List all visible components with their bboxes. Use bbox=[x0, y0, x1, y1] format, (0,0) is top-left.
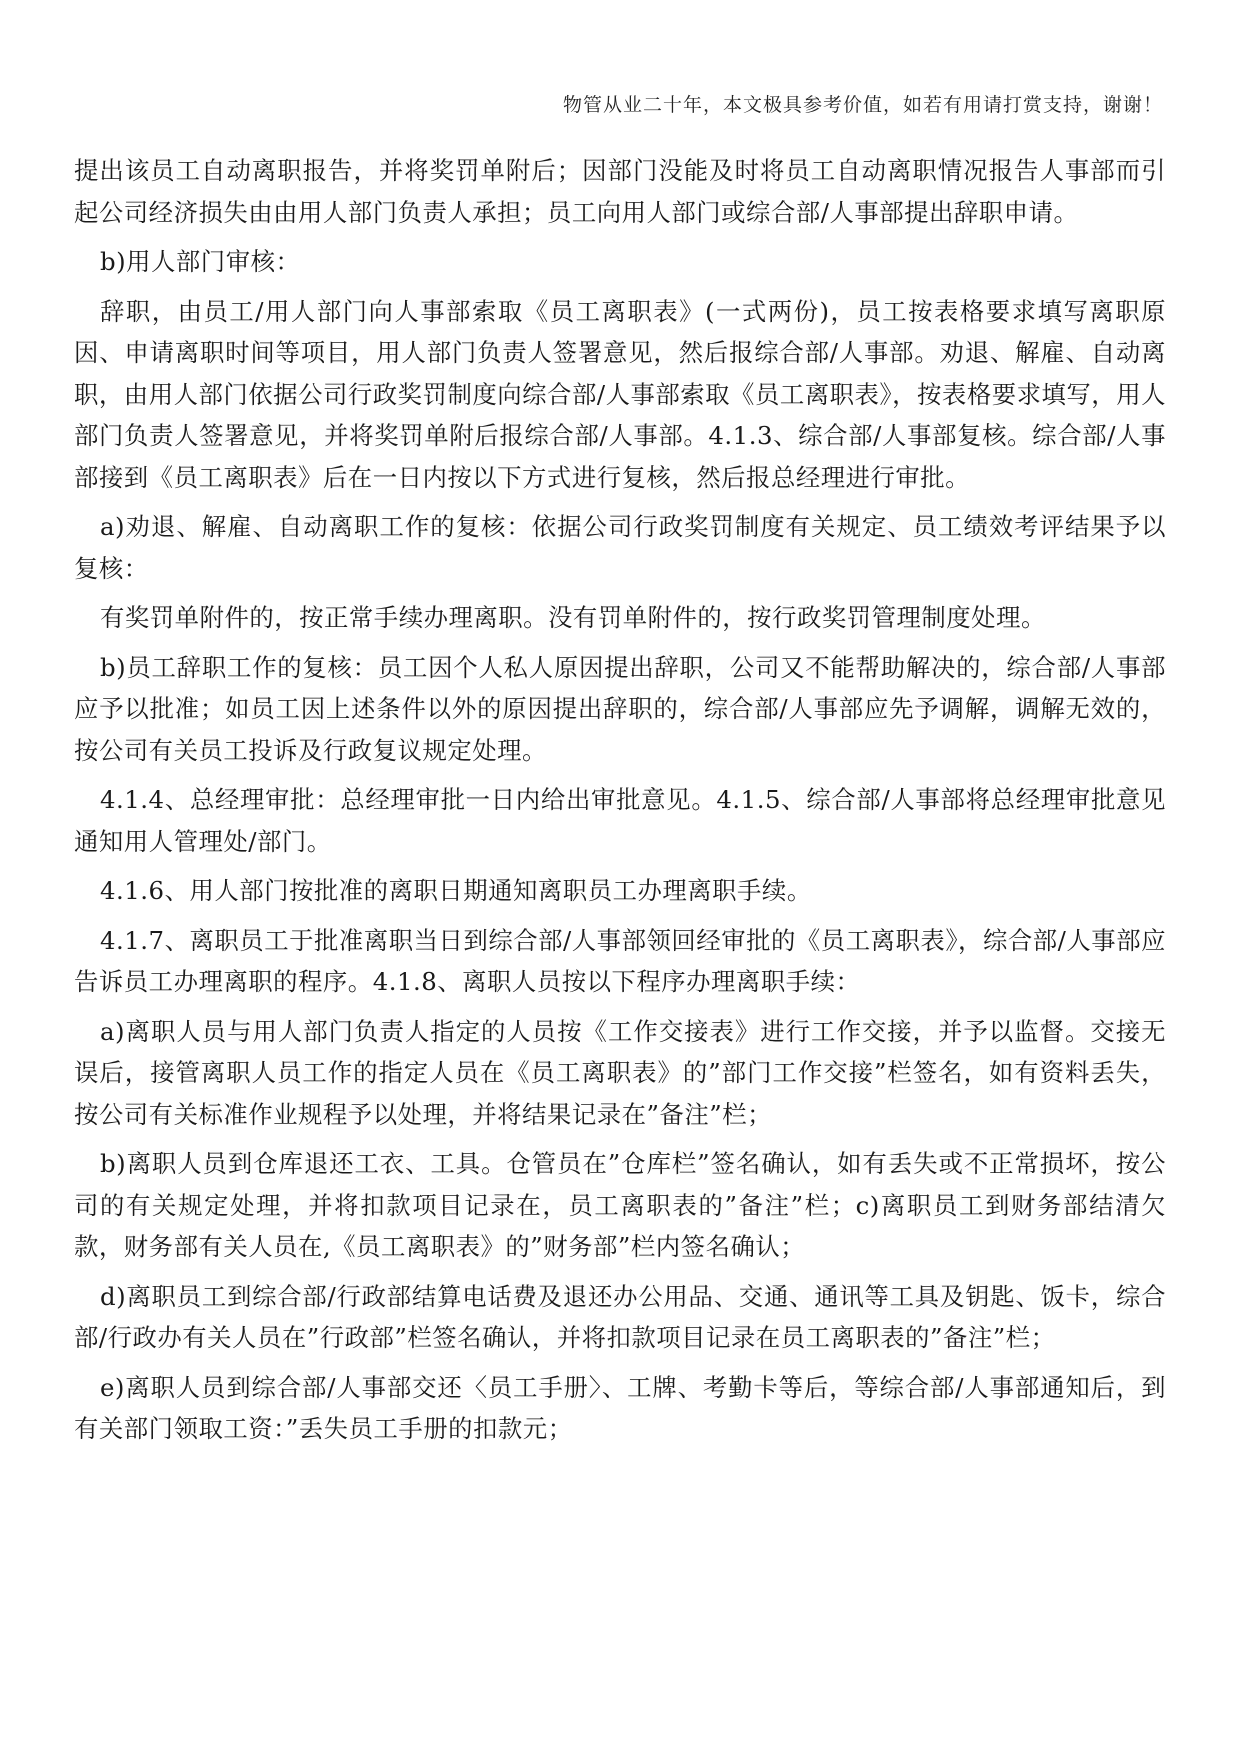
paragraph: 辞职，由员工/用人部门向人事部索取《员工离职表》(一式两份)，员工按表格要求填写离职原因、申请离职时间等项目，用人部门负责人签署意见，然后报综合部/人事部。劝退、解雇、自动离职，由用人部门依据公司行政奖罚制度向综合部/人事部索取《员工离职表》，按表格要求填写，用人部门负责人签署意见，并将奖罚单附后报综合部/人事部。4.1.3、综合部/人事部复核。综合部/人事部接到《员工离职表》后在一日内按以下方式进行复核，然后报总经理进行审批。 bbox=[74, 296, 1166, 492]
paragraph: a)离职人员与用人部门负责人指定的人员按《工作交接表》进行工作交接，并予以监督。交接无误后，接管离职人员工作的指定人员在《员工离职表》的”部门工作交接”栏签名，如有资料丢失，按公司有关标准作业规程予以处理，并将结果记录在”备注”栏； bbox=[74, 1016, 1166, 1129]
paragraph: 4.1.4、总经理审批：总经理审批一日内给出审批意见。4.1.5、综合部/人事部将总经理审批意见通知用人管理处/部门。 bbox=[74, 785, 1166, 856]
paragraph: 提出该员工自动离职报告，并将奖罚单附后；因部门没能及时将员工自动离职情况报告人事部而引起公司经济损失由由用人部门负责人承担；员工向用人部门或综合部/人事部提出辞职申请。 bbox=[74, 156, 1166, 227]
document-body bbox=[74, 150, 1166, 1458]
paragraph: 4.1.6、用人部门按批准的离职日期通知离职员工办理离职手续。 bbox=[100, 876, 812, 905]
paragraph: b)员工辞职工作的复核：员工因个人私人原因提出辞职，公司又不能帮助解决的，综合部/人事部应予以批准；如员工因上述条件以外的原因提出辞职的，综合部/人事部应先予调解，调解无效的，按公司有关员工投诉及行政复议规定处理。 bbox=[74, 652, 1166, 765]
paragraph: d)离职员工到综合部/行政部结算电话费及退还办公用品、交通、通讯等工具及钥匙、饭卡，综合部/行政办有关人员在”行政部”栏签名确认，并将扣款项目记录在员工离职表的”备注”栏； bbox=[74, 1281, 1166, 1352]
paragraph: a)劝退、解雇、自动离职工作的复核：依据公司行政奖罚制度有关规定、员工绩效考评结果予以复核： bbox=[74, 512, 1166, 583]
paragraph: e)离职人员到综合部/人事部交还〈员工手册〉、工牌、考勤卡等后，等综合部/人事部通知后，到有关部门领取工资：”丢失员工手册的扣款元； bbox=[74, 1372, 1166, 1443]
paragraph: 有奖罚单附件的，按正常手续办理离职。没有罚单附件的，按行政奖罚管理制度处理。 bbox=[100, 603, 1046, 632]
page-header-note: 物管从业二十年，本文极具参考价值，如若有用请打赏支持，谢谢！ bbox=[562, 94, 1163, 116]
paragraph: b)离职人员到仓库退还工衣、工具。仓管员在”仓库栏”签名确认，如有丢失或不正常损坏，按公司的有关规定处理，并将扣款项目记录在，员工离职表的”备注”栏；c)离职员工到财务部结清欠款，财务部有关人员在,《员工离职表》的”财务部”栏内签名确认； bbox=[74, 1149, 1166, 1261]
paragraph: 4.1.7、离职员工于批准离职当日到综合部/人事部领回经审批的《员工离职表》，综合部/人事部应告诉员工办理离职的程序。4.1.8、离职人员按以下程序办理离职手续： bbox=[74, 925, 1166, 996]
paragraph: b)用人部门审核： bbox=[100, 247, 301, 276]
